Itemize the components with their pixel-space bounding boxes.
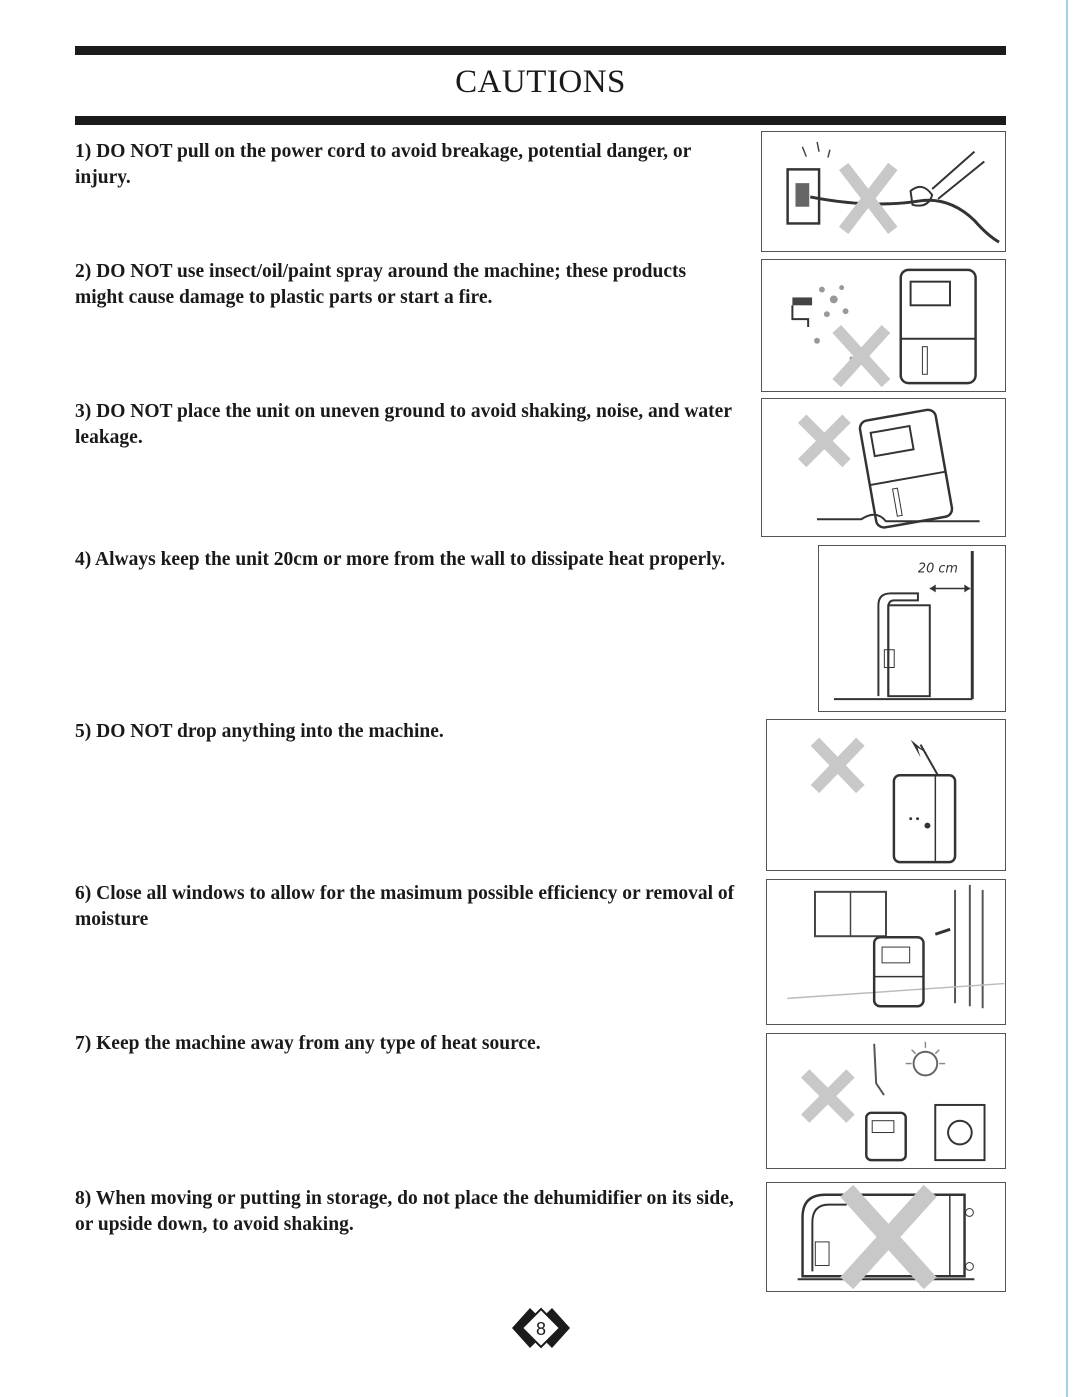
header-rule-top [75,46,1006,55]
caution-5-text: 5) DO NOT drop anything into the machine. [75,721,444,742]
caution-4-text: 4) Always keep the unit 20cm or more from the wall to dissipate heat properly. [75,549,726,570]
page-number: 8 [535,1319,547,1339]
caution-7-text: 7) Keep the machine away from any type of heat source. [75,1033,541,1054]
caution-3-text: 3) DO NOT place the unit on uneven ground to avoid shaking, noise, and water leakage. [75,401,732,448]
page-edge-line [1066,0,1068,1397]
power-cord-pull-illustration [761,131,1006,252]
drop-object-illustration [766,719,1006,871]
wall-clearance-illustration [818,545,1006,712]
uneven-ground-illustration [761,398,1006,537]
page-title: CAUTIONS [455,64,626,100]
open-window-illustration [766,879,1006,1025]
spray-can-illustration [761,259,1006,392]
caution-8-text: 8) When moving or putting in storage, do not place the dehumidifier on its side, or upside down, to avoid shaking. [75,1188,734,1235]
caution-6-text: 6) Close all windows to allow for the masimum possible efficiency or removal of moisture [75,883,735,930]
page-number-badge [508,1303,574,1353]
caution-2-text: 2) DO NOT use insect/oil/paint spray around the machine; these products might cause damage to plastic parts or start a fire. [75,261,687,308]
heat-source-illustration [766,1033,1006,1169]
unit-on-side-illustration [766,1182,1006,1292]
clearance-label: 20 cm [917,561,958,577]
caution-1-text: 1) DO NOT pull on the power cord to avoid breakage, potential danger, or injury. [75,141,691,188]
header-rule-bottom [75,116,1006,125]
